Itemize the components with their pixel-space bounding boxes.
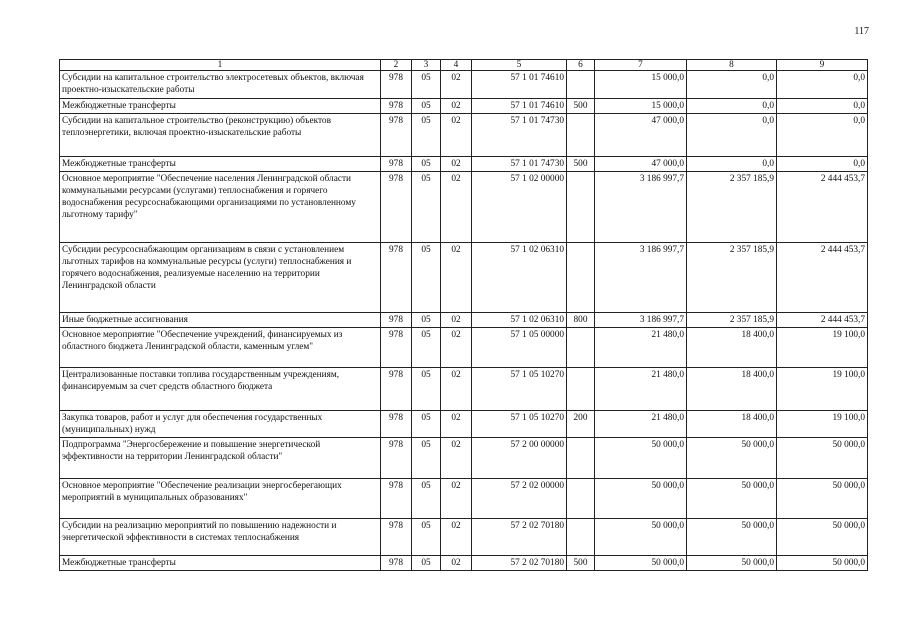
amount-col-9: 0,0 xyxy=(777,71,868,99)
expense-type-code xyxy=(567,368,595,411)
target-article-code: 57 2 00 00000 xyxy=(472,438,567,479)
table-row xyxy=(60,556,868,571)
amount-col-9: 19 100,0 xyxy=(777,411,868,438)
table-body xyxy=(60,71,868,571)
grbs-code: 978 xyxy=(381,519,412,556)
amount-col-8: 0,0 xyxy=(687,114,777,157)
page-number: 117 xyxy=(854,26,869,37)
row-name: Субсидии на капитальное строительство (реконструкцию) объектов теплоэнергетики, включая проектно-изыскательские работы xyxy=(60,114,381,157)
amount-col-9: 0,0 xyxy=(777,99,868,114)
table-row xyxy=(60,411,868,438)
amount-col-8: 2 357 185,9 xyxy=(687,243,777,313)
row-name: Основное мероприятие "Обеспечение населения Ленинградской области коммунальными ресурсами (услугами) теплоснабжения и горячего водоснабжения ресурсоснабжающими организациями по установленному льготному тарифу" xyxy=(60,172,381,243)
amount-col-9: 0,0 xyxy=(777,157,868,172)
expense-type-code xyxy=(567,71,595,99)
row-name: Субсидии ресурсоснабжающим организациям в связи с установлением льготных тарифов на коммунальные ресурсы (услуги) теплоснабжения и горячего водоснабжения, реализуемые населению на территории Ленинградской области xyxy=(60,243,381,313)
grbs-code: 978 xyxy=(381,71,412,99)
row-name: Межбюджетные трансферты xyxy=(60,556,381,571)
subsection-code: 02 xyxy=(441,71,472,99)
expense-type-code: 500 xyxy=(567,157,595,172)
subsection-code: 02 xyxy=(441,328,472,368)
section-code: 05 xyxy=(412,411,441,438)
amount-col-9: 0,0 xyxy=(777,114,868,157)
column-header-7: 7 xyxy=(595,60,687,71)
amount-col-9: 2 444 453,7 xyxy=(777,313,868,328)
section-code: 05 xyxy=(412,157,441,172)
subsection-code: 02 xyxy=(441,438,472,479)
expense-type-code: 200 xyxy=(567,411,595,438)
amount-col-7: 47 000,0 xyxy=(595,157,687,172)
amount-col-8: 18 400,0 xyxy=(687,328,777,368)
table-row xyxy=(60,479,868,519)
grbs-code: 978 xyxy=(381,157,412,172)
amount-col-7: 50 000,0 xyxy=(595,519,687,556)
grbs-code: 978 xyxy=(381,328,412,368)
amount-col-7: 15 000,0 xyxy=(595,99,687,114)
column-header-4: 4 xyxy=(441,60,472,71)
amount-col-7: 50 000,0 xyxy=(595,556,687,571)
row-name: Основное мероприятие "Обеспечение учреждений, финансируемых из областного бюджета Ленинградской области, каменным углем" xyxy=(60,328,381,368)
section-code: 05 xyxy=(412,99,441,114)
table-row xyxy=(60,99,868,114)
amount-col-8: 50 000,0 xyxy=(687,519,777,556)
table-row xyxy=(60,114,868,157)
amount-col-8: 50 000,0 xyxy=(687,438,777,479)
grbs-code: 978 xyxy=(381,411,412,438)
grbs-code: 978 xyxy=(381,556,412,571)
amount-col-8: 0,0 xyxy=(687,99,777,114)
amount-col-8: 18 400,0 xyxy=(687,411,777,438)
header-row xyxy=(60,60,868,71)
grbs-code: 978 xyxy=(381,368,412,411)
subsection-code: 02 xyxy=(441,313,472,328)
target-article-code: 57 1 01 74610 xyxy=(472,99,567,114)
amount-col-8: 0,0 xyxy=(687,157,777,172)
grbs-code: 978 xyxy=(381,99,412,114)
expense-type-code: 500 xyxy=(567,99,595,114)
amount-col-9: 19 100,0 xyxy=(777,368,868,411)
budget-table xyxy=(59,59,868,571)
expense-type-code: 500 xyxy=(567,556,595,571)
section-code: 05 xyxy=(412,71,441,99)
row-name: Субсидии на капитальное строительство электросетевых объектов, включая проектно-изыскательские работы xyxy=(60,71,381,99)
section-code: 05 xyxy=(412,114,441,157)
table-row xyxy=(60,438,868,479)
amount-col-9: 2 444 453,7 xyxy=(777,172,868,243)
column-header-5: 5 xyxy=(472,60,567,71)
amount-col-8: 0,0 xyxy=(687,71,777,99)
table-row xyxy=(60,172,868,243)
expense-type-code xyxy=(567,438,595,479)
subsection-code: 02 xyxy=(441,172,472,243)
row-name: Иные бюджетные ассигнования xyxy=(60,313,381,328)
amount-col-9: 50 000,0 xyxy=(777,556,868,571)
amount-col-7: 15 000,0 xyxy=(595,71,687,99)
amount-col-7: 3 186 997,7 xyxy=(595,243,687,313)
target-article-code: 57 1 02 06310 xyxy=(472,243,567,313)
amount-col-9: 19 100,0 xyxy=(777,328,868,368)
expense-type-code xyxy=(567,328,595,368)
target-article-code: 57 1 05 10270 xyxy=(472,368,567,411)
subsection-code: 02 xyxy=(441,99,472,114)
target-article-code: 57 1 01 74730 xyxy=(472,157,567,172)
amount-col-7: 21 480,0 xyxy=(595,368,687,411)
amount-col-8: 18 400,0 xyxy=(687,368,777,411)
expense-type-code xyxy=(567,519,595,556)
subsection-code: 02 xyxy=(441,411,472,438)
amount-col-8: 2 357 185,9 xyxy=(687,172,777,243)
grbs-code: 978 xyxy=(381,114,412,157)
amount-col-7: 21 480,0 xyxy=(595,328,687,368)
section-code: 05 xyxy=(412,313,441,328)
table-row xyxy=(60,157,868,172)
subsection-code: 02 xyxy=(441,114,472,157)
target-article-code: 57 1 05 10270 xyxy=(472,411,567,438)
section-code: 05 xyxy=(412,556,441,571)
expense-type-code: 800 xyxy=(567,313,595,328)
amount-col-7: 3 186 997,7 xyxy=(595,313,687,328)
row-name: Централизованные поставки топлива государственным учреждениям, финансируемым за счет средств областного бюджета xyxy=(60,368,381,411)
section-code: 05 xyxy=(412,438,441,479)
subsection-code: 02 xyxy=(441,556,472,571)
section-code: 05 xyxy=(412,172,441,243)
column-header-2: 2 xyxy=(381,60,412,71)
grbs-code: 978 xyxy=(381,313,412,328)
target-article-code: 57 2 02 70180 xyxy=(472,519,567,556)
section-code: 05 xyxy=(412,328,441,368)
target-article-code: 57 2 02 70180 xyxy=(472,556,567,571)
table-row xyxy=(60,243,868,313)
column-header-9: 9 xyxy=(777,60,868,71)
amount-col-9: 50 000,0 xyxy=(777,519,868,556)
expense-type-code xyxy=(567,172,595,243)
row-name: Субсидии на реализацию мероприятий по повышению надежности и энергетической эффективности в системах теплоснабжения xyxy=(60,519,381,556)
subsection-code: 02 xyxy=(441,519,472,556)
column-header-3: 3 xyxy=(412,60,441,71)
expense-type-code xyxy=(567,114,595,157)
grbs-code: 978 xyxy=(381,438,412,479)
row-name: Межбюджетные трансферты xyxy=(60,157,381,172)
amount-col-9: 50 000,0 xyxy=(777,479,868,519)
column-header-8: 8 xyxy=(687,60,777,71)
amount-col-7: 21 480,0 xyxy=(595,411,687,438)
amount-col-9: 50 000,0 xyxy=(777,438,868,479)
expense-type-code xyxy=(567,479,595,519)
section-code: 05 xyxy=(412,519,441,556)
table-row xyxy=(60,368,868,411)
table-row xyxy=(60,313,868,328)
amount-col-7: 50 000,0 xyxy=(595,438,687,479)
section-code: 05 xyxy=(412,479,441,519)
amount-col-7: 47 000,0 xyxy=(595,114,687,157)
subsection-code: 02 xyxy=(441,368,472,411)
row-name: Подпрограмма "Энергосбережение и повышение энергетической эффективности на территории Ленинградской области" xyxy=(60,438,381,479)
table-row xyxy=(60,328,868,368)
subsection-code: 02 xyxy=(441,479,472,519)
grbs-code: 978 xyxy=(381,479,412,519)
row-name: Закупка товаров, работ и услуг для обеспечения государственных (муниципальных) нужд xyxy=(60,411,381,438)
column-header-6: 6 xyxy=(567,60,595,71)
amount-col-8: 50 000,0 xyxy=(687,556,777,571)
column-header-1: 1 xyxy=(60,60,381,71)
amount-col-7: 3 186 997,7 xyxy=(595,172,687,243)
amount-col-7: 50 000,0 xyxy=(595,479,687,519)
table-row xyxy=(60,71,868,99)
target-article-code: 57 1 02 06310 xyxy=(472,313,567,328)
amount-col-8: 50 000,0 xyxy=(687,479,777,519)
row-name: Основное мероприятие "Обеспечение реализации энергосберегающих мероприятий в муниципальных образованиях" xyxy=(60,479,381,519)
target-article-code: 57 1 05 00000 xyxy=(472,328,567,368)
subsection-code: 02 xyxy=(441,157,472,172)
grbs-code: 978 xyxy=(381,172,412,243)
target-article-code: 57 2 02 00000 xyxy=(472,479,567,519)
amount-col-9: 2 444 453,7 xyxy=(777,243,868,313)
table-row xyxy=(60,519,868,556)
expense-type-code xyxy=(567,243,595,313)
section-code: 05 xyxy=(412,243,441,313)
subsection-code: 02 xyxy=(441,243,472,313)
target-article-code: 57 1 01 74610 xyxy=(472,71,567,99)
amount-col-8: 2 357 185,9 xyxy=(687,313,777,328)
target-article-code: 57 1 02 00000 xyxy=(472,172,567,243)
grbs-code: 978 xyxy=(381,243,412,313)
section-code: 05 xyxy=(412,368,441,411)
target-article-code: 57 1 01 74730 xyxy=(472,114,567,157)
row-name: Межбюджетные трансферты xyxy=(60,99,381,114)
